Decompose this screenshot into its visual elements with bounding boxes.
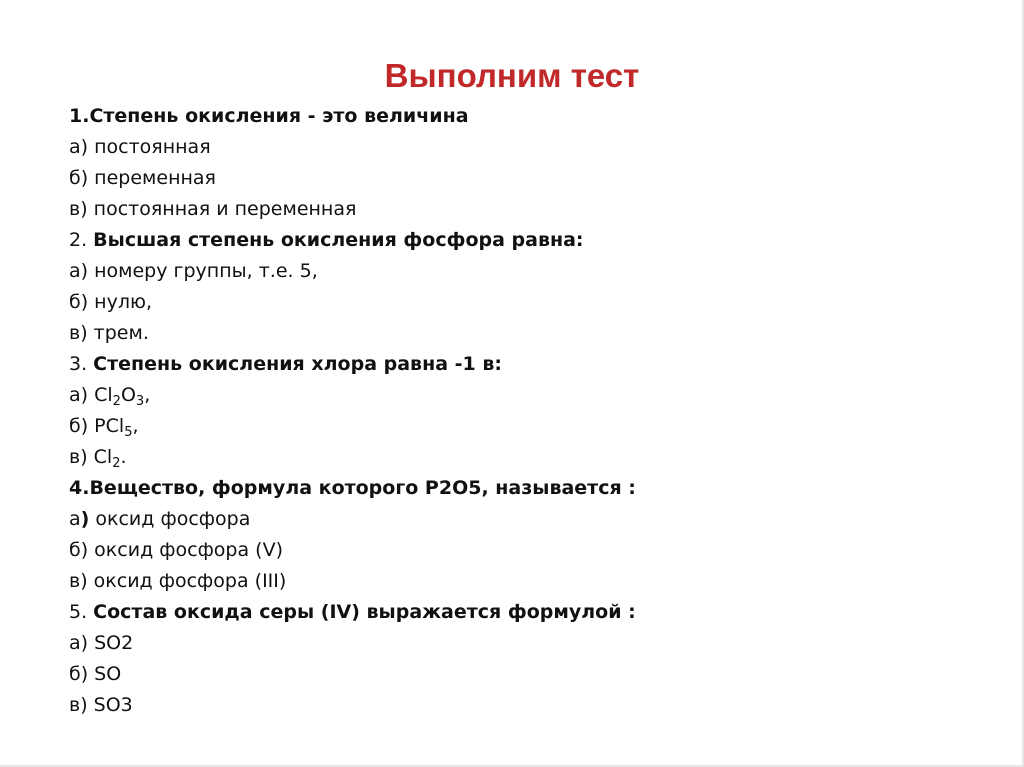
option-5a [69, 628, 969, 659]
option-label: а) [69, 384, 89, 406]
question-text: Степень окисления хлора равна -1 в: [93, 353, 502, 375]
question-number: 4. [69, 477, 90, 499]
option-5b [69, 659, 969, 690]
option-1b [69, 163, 969, 194]
option-text: SO [88, 663, 122, 685]
question-text: Степень окисления - это величина [89, 105, 469, 127]
option-3b [69, 411, 969, 442]
option-label: а [69, 508, 81, 530]
option-label: в) [69, 446, 88, 468]
question-number: 1. [69, 105, 90, 127]
formula-subscript: 2 [112, 394, 121, 409]
option-label: б) [69, 539, 89, 561]
question-2 [69, 225, 969, 256]
formula-part: O [120, 384, 136, 406]
question-number: 5. [69, 601, 94, 623]
option-text: трем. [87, 322, 149, 344]
question-3 [69, 349, 969, 380]
option-4b [69, 535, 969, 566]
option-1a [69, 132, 969, 163]
question-1 [69, 101, 969, 132]
option-2b [69, 287, 969, 318]
option-1c [69, 194, 969, 225]
test-content [69, 101, 969, 721]
option-text: постоянная и переменная [87, 198, 357, 220]
option-label: б) [69, 291, 89, 313]
option-4a [69, 504, 969, 535]
formula-part: , [132, 415, 139, 437]
formula-part: Cl [87, 446, 113, 468]
option-5c [69, 690, 969, 721]
option-label: в) [69, 694, 88, 716]
option-text: оксид фосфора (III) [87, 570, 287, 592]
question-text: Состав оксида серы (IV) выражается формулой : [93, 601, 636, 623]
formula-subscript: 2 [112, 456, 121, 471]
option-2c [69, 318, 969, 349]
question-5 [69, 597, 969, 628]
option-label-bold: ) [80, 508, 90, 530]
option-label: а) [69, 632, 89, 654]
option-4c [69, 566, 969, 597]
option-text: номеру группы, т.е. 5, [88, 260, 318, 282]
formula-part: PCl [88, 415, 125, 437]
option-label: а) [69, 136, 89, 158]
option-text: оксид фосфора [89, 508, 251, 530]
option-label: в) [69, 322, 88, 344]
formula-part: . [120, 446, 127, 468]
option-2a [69, 256, 969, 287]
question-number: 3. [69, 353, 94, 375]
option-text: SO2 [88, 632, 134, 654]
formula-part: Cl [88, 384, 113, 406]
question-number: 2. [69, 229, 94, 251]
option-text: SO3 [87, 694, 133, 716]
formula-subscript: 5 [124, 425, 133, 440]
option-text: переменная [88, 167, 216, 189]
formula-part: , [144, 384, 151, 406]
option-3a [69, 380, 969, 411]
option-text: нулю, [88, 291, 153, 313]
option-label: б) [69, 415, 89, 437]
formula-subscript: 3 [135, 394, 145, 409]
option-label: а) [69, 260, 89, 282]
option-3c [69, 442, 969, 473]
option-label: б) [69, 167, 89, 189]
question-text: Высшая степень окисления фосфора равна: [93, 229, 584, 251]
question-text: Вещество, формула которого Р2О5, называется : [89, 477, 636, 499]
option-label: в) [69, 198, 88, 220]
page-title: Выполним тест [384, 57, 640, 94]
option-label: б) [69, 663, 89, 685]
option-text: постоянная [88, 136, 211, 158]
option-label: в) [69, 570, 88, 592]
question-4 [69, 473, 969, 504]
option-text: оксид фосфора (V) [88, 539, 284, 561]
